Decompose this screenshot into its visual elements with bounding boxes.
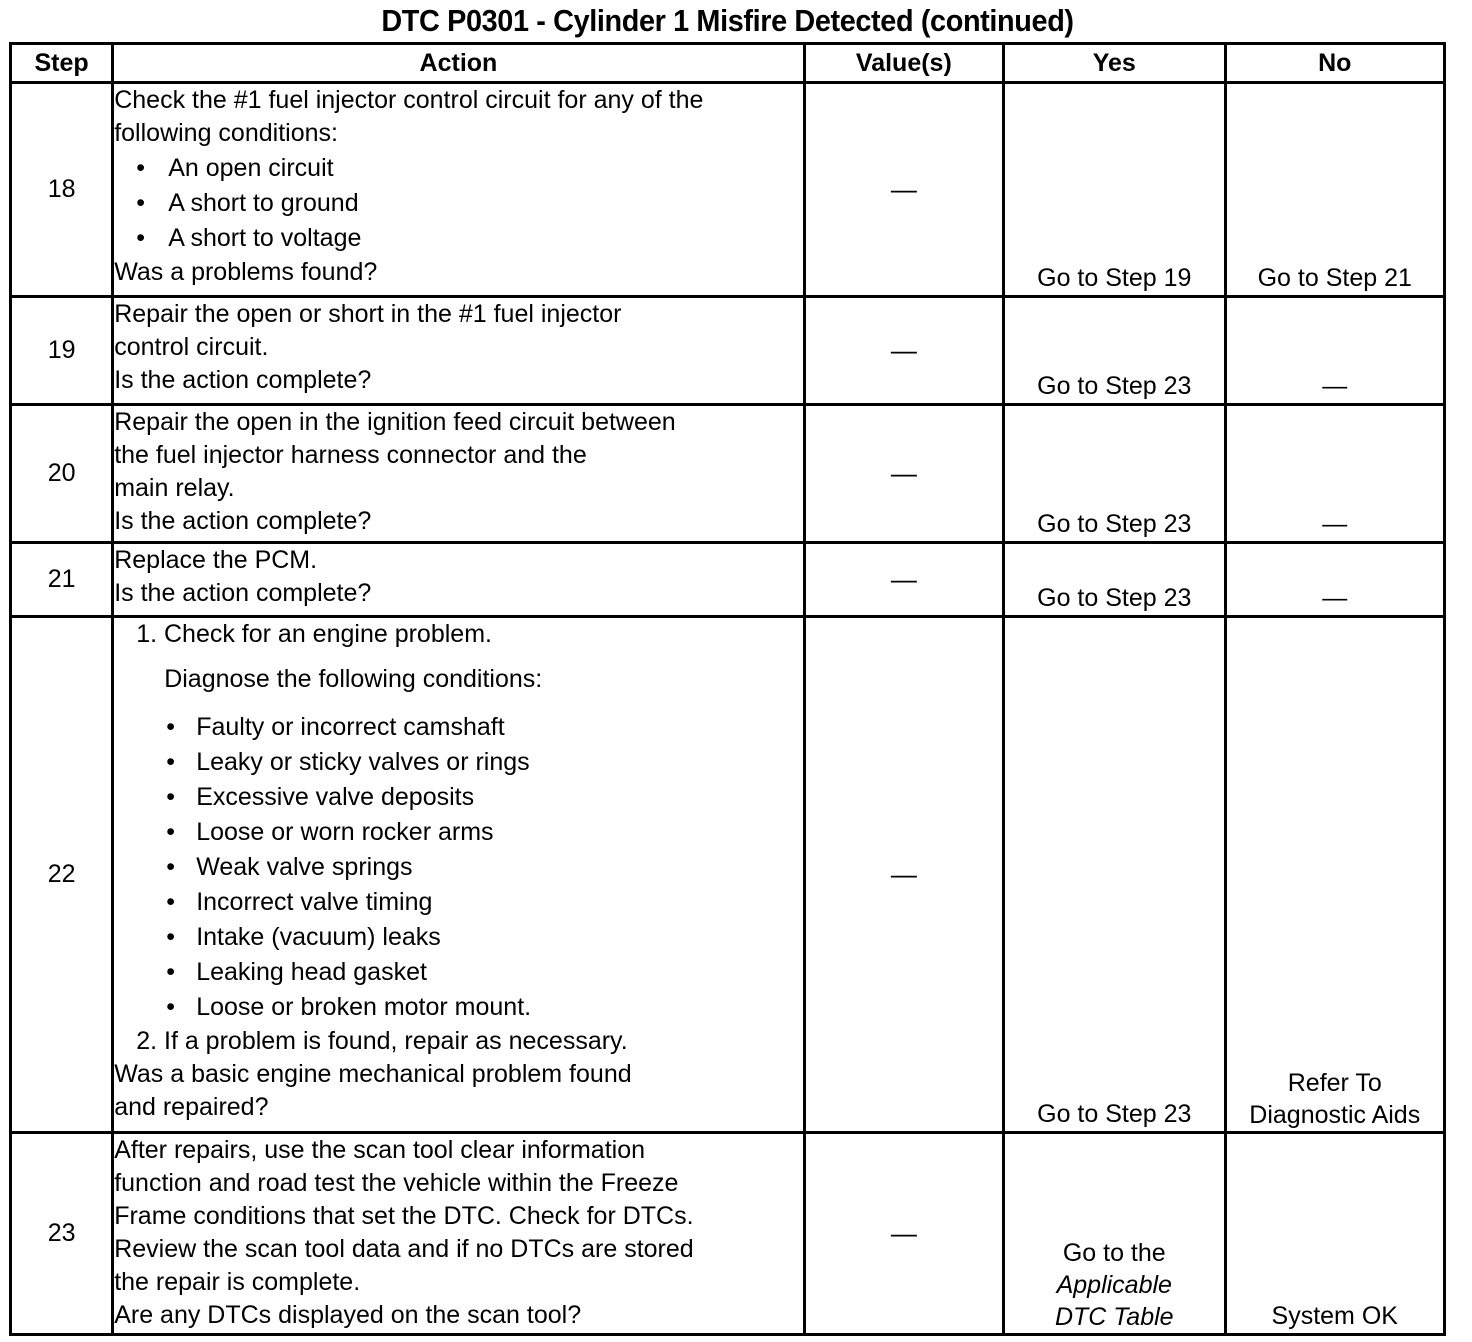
step-number: 19 <box>11 297 113 405</box>
value-dash: — <box>890 173 917 204</box>
list-item: • Intake (vacuum) leaks <box>114 920 802 955</box>
yes-cell <box>1004 1133 1225 1335</box>
no-text-line: Refer To <box>1287 1069 1382 1097</box>
yes-text-line-italic: Applicable <box>1056 1271 1172 1299</box>
action-cell <box>113 543 804 617</box>
column-header-step: Step <box>11 44 113 83</box>
action-text-line: Review the scan tool data and if no DTCs are stored <box>114 1235 694 1263</box>
yes-text-line: Go to the <box>1062 1239 1166 1267</box>
value-cell <box>804 405 1003 543</box>
action-text-line: control circuit. <box>114 333 269 361</box>
action-question: Are any DTCs displayed on the scan tool? <box>114 1301 582 1329</box>
step-number: 20 <box>11 405 113 543</box>
column-header-yes: Yes <box>1004 44 1225 83</box>
action-text-line: the fuel injector harness connector and the <box>114 441 587 469</box>
yes-text-line-italic: DTC Table <box>1054 1303 1174 1331</box>
value-cell <box>804 617 1003 1133</box>
no-text-line: Diagnostic Aids <box>1249 1101 1421 1129</box>
value-dash: — <box>890 563 917 594</box>
value-dash: — <box>890 334 917 365</box>
action-cell <box>113 405 804 543</box>
value-dash: — <box>890 1217 917 1248</box>
yes-cell: Go to Step 23 <box>1004 297 1225 405</box>
list-item: • Faulty or incorrect camshaft <box>114 710 802 745</box>
column-header-no: No <box>1225 44 1445 83</box>
action-text-line: following conditions: <box>114 119 338 147</box>
action-text-line: Check the #1 fuel injector control circuit for any of the <box>114 86 704 114</box>
list-item: • An open circuit <box>114 151 802 186</box>
step-number: 23 <box>11 1133 113 1335</box>
yes-cell: Go to Step 23 <box>1004 543 1225 617</box>
no-cell: — <box>1225 543 1445 617</box>
action-subtext: Diagnose the following conditions: <box>164 665 543 693</box>
action-question: Was a basic engine mechanical problem found <box>114 1060 632 1088</box>
numbered-item-1: 1. Check for an engine problem. <box>136 620 492 648</box>
no-cell <box>1225 617 1445 1133</box>
action-question: Is the action complete? <box>114 507 372 535</box>
no-cell: Go to Step 21 <box>1225 83 1445 297</box>
step-number: 18 <box>11 83 113 297</box>
table-row-step-22 <box>11 617 1445 1133</box>
list-item: • Excessive valve deposits <box>114 780 802 815</box>
column-header-action: Action <box>113 44 804 83</box>
action-text-line: function and road test the vehicle within the Freeze <box>114 1169 679 1197</box>
action-text-line: Replace the PCM. <box>114 546 318 574</box>
action-question: Is the action complete? <box>114 366 372 394</box>
table-title: DTC P0301 - Cylinder 1 Misfire Detected (continued) <box>381 3 1074 38</box>
action-question: Was a problems found? <box>114 258 378 286</box>
no-cell: — <box>1225 297 1445 405</box>
step-number: 21 <box>11 543 113 617</box>
value-dash: — <box>890 858 917 889</box>
action-question: and repaired? <box>114 1093 269 1121</box>
action-text-line: Repair the open in the ignition feed circuit between <box>114 408 676 436</box>
yes-cell: Go to Step 23 <box>1004 617 1225 1133</box>
table-row-step-20 <box>11 405 1445 543</box>
step-number: 22 <box>11 617 113 1133</box>
value-cell <box>804 83 1003 297</box>
list-item: • Leaking head gasket <box>114 955 802 990</box>
list-item: • A short to ground <box>114 186 802 221</box>
yes-cell: Go to Step 19 <box>1004 83 1225 297</box>
no-cell: — <box>1225 405 1445 543</box>
action-cell <box>113 297 804 405</box>
column-header-values: Value(s) <box>804 44 1003 83</box>
action-text-line: main relay. <box>114 474 235 502</box>
list-item: • A short to voltage <box>114 221 802 256</box>
yes-cell: Go to Step 23 <box>1004 405 1225 543</box>
action-question: Is the action complete? <box>114 579 372 607</box>
condition-list <box>114 151 802 256</box>
list-item: • Incorrect valve timing <box>114 885 802 920</box>
value-cell <box>804 297 1003 405</box>
numbered-item-2: 2. If a problem is found, repair as necessary. <box>136 1027 628 1055</box>
no-cell: System OK <box>1225 1133 1445 1335</box>
header-row <box>11 44 1445 83</box>
value-cell <box>804 1133 1003 1335</box>
table-row-step-19 <box>11 297 1445 405</box>
action-text-line: After repairs, use the scan tool clear information <box>114 1136 646 1164</box>
action-text-line: Repair the open or short in the #1 fuel injector <box>114 300 622 328</box>
value-dash: — <box>890 457 917 488</box>
list-item: • Loose or broken motor mount. <box>114 990 802 1025</box>
dtc-diagnostic-table <box>9 42 1446 1336</box>
value-cell <box>804 543 1003 617</box>
list-item: • Loose or worn rocker arms <box>114 815 802 850</box>
list-item: • Weak valve springs <box>114 850 802 885</box>
table-row-step-18 <box>11 83 1445 297</box>
action-cell <box>113 617 804 1133</box>
table-row-step-23 <box>11 1133 1445 1335</box>
action-cell <box>113 1133 804 1335</box>
table-row-step-21 <box>11 543 1445 617</box>
action-text-line: the repair is complete. <box>114 1268 361 1296</box>
list-item: • Leaky or sticky valves or rings <box>114 745 802 780</box>
action-cell <box>113 83 804 297</box>
condition-list <box>114 710 802 1025</box>
action-text-line: Frame conditions that set the DTC. Check for DTCs. <box>114 1202 694 1230</box>
